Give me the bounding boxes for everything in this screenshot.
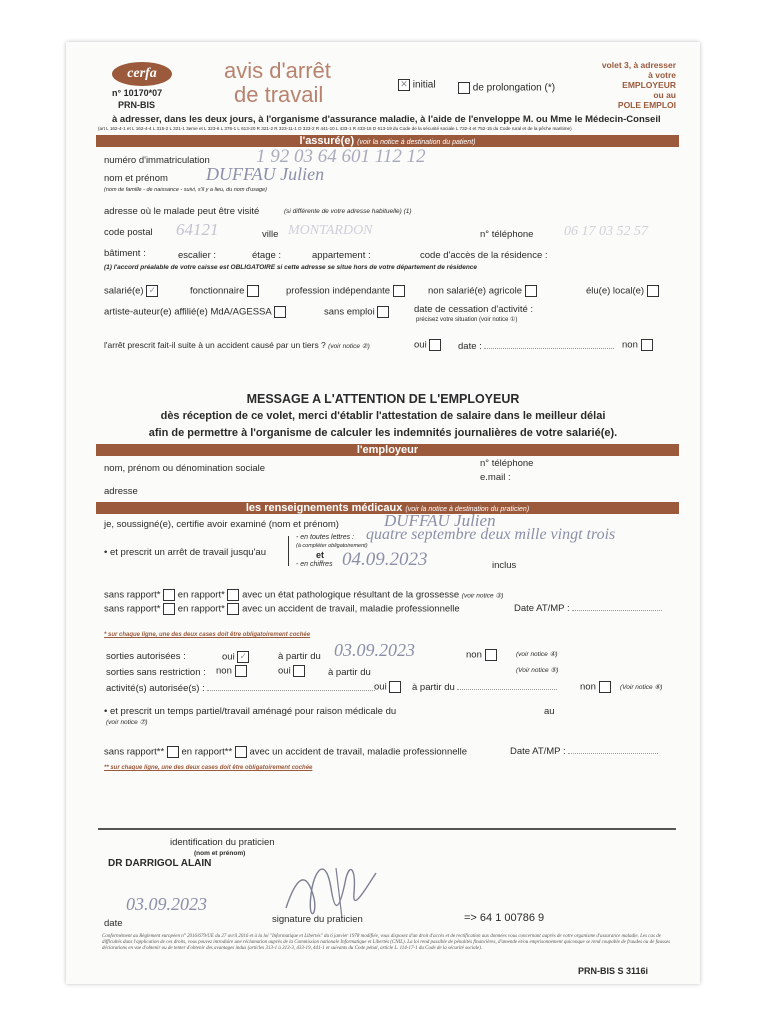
independant-option: profession indépendante bbox=[286, 285, 405, 297]
footer-code: PRN-BIS S 3116i bbox=[578, 966, 649, 976]
accord-note: (1) l'accord préalable de votre caisse est OBLIGATOIRE si cette adresse se situe hors de votre département de résidence bbox=[104, 264, 478, 271]
nom-prenom-note: (nom et prénom) bbox=[194, 850, 246, 857]
code-acces-label: code d'accès de la résidence : bbox=[420, 250, 548, 261]
tiers-oui-checkbox[interactable] bbox=[429, 339, 441, 351]
agricole-option: non salarié(e) agricole bbox=[428, 285, 537, 297]
artiste-checkbox[interactable] bbox=[274, 306, 286, 318]
sans-restriction-oui: oui bbox=[278, 665, 305, 677]
initial-option: ✕ initial bbox=[398, 79, 436, 91]
activites-non: non bbox=[580, 681, 611, 693]
grossesse-en-rapport-checkbox[interactable] bbox=[227, 589, 239, 601]
message-line1: dès réception de ce volet, merci d'établir l'attestation de salaire dans le meilleur délai bbox=[160, 410, 606, 422]
tiers-date: date : bbox=[458, 341, 614, 352]
au-label: au bbox=[544, 706, 555, 717]
message-title: MESSAGE A L'ATTENTION DE L'EMPLOYEUR bbox=[246, 392, 520, 406]
sorties-non-checkbox[interactable] bbox=[485, 649, 497, 661]
appartement-label: appartement : bbox=[312, 250, 371, 261]
legal-refs: (art L 162-4-1 et L 162-4-4 L 315-2 L 321-1 3eme et L 323-6 L 376-1 L 613-20 R 321-2 R 323-11-1 D 323-2 R 441-10 L 433-1 R 433-15 D 613-19 du Code de la sécurité sociale L 732-4 et 752-15 du Code rural et de la pêche maritime) bbox=[98, 126, 572, 131]
chiffres-value[interactable]: 04.09.2023 bbox=[342, 549, 428, 570]
name-value[interactable]: DUFFAU Julien bbox=[206, 164, 325, 184]
cochee-note: * sur chaque ligne, une des deux cases doit être obligatoirement cochée bbox=[104, 632, 311, 638]
lettres-value[interactable]: quatre septembre deux mille vingt trois bbox=[366, 526, 616, 543]
praticien-divider bbox=[98, 828, 676, 830]
footer-legal: Conformément au Règlement européen n° 2016/679/UE du 27 avril 2016 et à la loi "Informatique et Libertés" du 6 janvier 1978 modifiée, vous disposez d'un droit d'accès et de rectification aux données vous concernant auprès de votre organisme d'assurance maladie. Les cas de difficultés dans l'application de ces droits, vous pouvez introduire une réclamation auprès de la Commission nationale Informatique et Libertés (CNIL). La loi rend passible de pénalités financières, d'amende et/ou emprisonnement quiconque se rend coupable de fraudes ou de fausses déclarations en vue d'obtenir ou de tenter d'obtenir des avantages indus (articles 313-1 à 313-3, 433-19, 441-1 et suivants du Code pénal, article L. 114-17-1 du Code de la sécurité sociale). bbox=[102, 934, 671, 952]
sorties-oui-checkbox[interactable]: ✓ bbox=[237, 651, 249, 663]
employeur-section-bar: l'employeur bbox=[96, 444, 679, 456]
accident2-en-rapport-checkbox[interactable] bbox=[235, 746, 247, 758]
accident-sans-rapport-checkbox[interactable] bbox=[163, 603, 175, 615]
salarie-option: salarié(e) ✓ bbox=[104, 285, 158, 297]
sans-restriction-non-checkbox[interactable] bbox=[235, 665, 247, 677]
activites-oui: oui bbox=[374, 681, 401, 693]
independant-checkbox[interactable] bbox=[393, 285, 405, 297]
employeur-name-label: nom, prénom ou dénomination sociale bbox=[104, 463, 266, 474]
activites-oui-checkbox[interactable] bbox=[389, 681, 401, 693]
ville-value[interactable]: MONTARDON bbox=[288, 223, 373, 238]
cessation-note: précisez votre situation (voir notice ①) bbox=[416, 317, 518, 323]
tiers-oui: oui bbox=[414, 339, 441, 351]
elu-option: élu(e) local(e) bbox=[586, 285, 659, 297]
activites-partir: à partir du bbox=[412, 682, 557, 693]
lettres-label: - en toutes lettres : bbox=[296, 534, 354, 541]
postal-value[interactable]: 64121 bbox=[176, 220, 219, 239]
phone-label: n° téléphone bbox=[480, 229, 534, 240]
notice6: (Voir notice ⑥) bbox=[620, 684, 663, 691]
tiers-non: non bbox=[622, 339, 653, 351]
date-value[interactable]: 03.09.2023 bbox=[126, 894, 207, 914]
activites-non-checkbox[interactable] bbox=[599, 681, 611, 693]
fonctionnaire-option: fonctionnaire bbox=[190, 285, 259, 297]
prolongation-checkbox[interactable] bbox=[458, 82, 470, 94]
name-label: nom et prénom bbox=[104, 173, 168, 184]
immat-value[interactable]: 1 92 03 64 601 112 12 bbox=[256, 146, 426, 167]
sans-emploi-option: sans emploi bbox=[324, 306, 389, 318]
cessation-label: date de cessation d'activité : bbox=[414, 304, 534, 315]
instruction-line: à adresser, dans les deux jours, à l'organisme d'assurance maladie, à l'aide de l'enveloppe M. ou Mme le Médecin-Conseil bbox=[112, 114, 661, 125]
grossesse-row: sans rapport* en rapport* avec un état pathologique résultant de la grossesse (voir notice ③) bbox=[104, 589, 504, 601]
temps-partiel-label: • et prescrit un temps partiel/travail aménagé pour raison médicale du bbox=[104, 706, 397, 717]
accident-row: sans rapport* en rapport* avec un accident de travail, maladie professionnelle bbox=[104, 603, 460, 615]
immat-label: numéro d'immatriculation bbox=[104, 155, 210, 166]
accident2-row: sans rapport** en rapport** avec un accident de travail, maladie professionnelle bbox=[104, 746, 468, 758]
sans-restriction-oui-checkbox[interactable] bbox=[293, 665, 305, 677]
sorties-date[interactable]: 03.09.2023 bbox=[334, 640, 415, 660]
ville-label: ville bbox=[262, 229, 279, 240]
form-page bbox=[66, 42, 700, 984]
sorties-oui: oui ✓ bbox=[222, 651, 249, 663]
form-title-line1: avis d'arrêt bbox=[224, 58, 331, 83]
escalier-label: escalier : bbox=[178, 250, 217, 261]
sorties-partir-label: à partir du bbox=[278, 651, 321, 662]
sorties-non: non bbox=[466, 649, 497, 661]
inclus-label: inclus bbox=[492, 560, 517, 571]
employeur-email-label: e.mail : bbox=[480, 472, 511, 483]
date-atmp2-label: Date AT/MP : bbox=[510, 746, 658, 757]
artiste-option: artiste-auteur(e) affilié(e) MdA/AGESSA bbox=[104, 306, 286, 318]
employeur-phone-label: n° téléphone bbox=[480, 458, 534, 469]
address-label: adresse où le malade peut être visité bbox=[104, 206, 260, 217]
notice7: (voir notice ⑦) bbox=[106, 719, 148, 726]
form-code: PRN-BIS bbox=[118, 100, 156, 110]
doctor-name: DR DARRIGOL ALAIN bbox=[108, 858, 212, 869]
sans-emploi-checkbox[interactable] bbox=[377, 306, 389, 318]
accident-en-rapport-checkbox[interactable] bbox=[227, 603, 239, 615]
tiers-non-checkbox[interactable] bbox=[641, 339, 653, 351]
agricole-checkbox[interactable] bbox=[525, 285, 537, 297]
salarie-checkbox[interactable]: ✓ bbox=[146, 285, 158, 297]
form-title-line2: de travail bbox=[234, 82, 324, 107]
activites-label: activité(s) autorisée(s) : bbox=[106, 683, 375, 694]
name-note: (nom de famille - de naissance - suivi, s'il y a lieu, du nom d'usage) bbox=[104, 187, 267, 193]
prolongation-option: de prolongation (*) bbox=[458, 82, 555, 94]
lettres-note: (à compléter obligatoirement) bbox=[296, 543, 368, 549]
accident2-sans-rapport-checkbox[interactable] bbox=[167, 746, 179, 758]
signature-label: signature du praticien bbox=[272, 914, 363, 925]
et-label: et bbox=[316, 550, 325, 560]
sans-restriction-partir: à partir du bbox=[328, 667, 371, 678]
volet-note: volet 3, à adresser à votre EMPLOYEUR ou au POLE EMPLOI bbox=[601, 60, 676, 110]
rpps-number: => 64 1 00786 9 bbox=[464, 912, 545, 924]
grossesse-sans-rapport-checkbox[interactable] bbox=[163, 589, 175, 601]
etage-label: étage : bbox=[252, 250, 282, 261]
certifie-label: je, soussigné(e), certifie avoir examiné (nom et prénom) bbox=[104, 519, 339, 530]
message-line2: afin de permettre à l'organisme de calculer les indemnités journalières de votre salarié(e). bbox=[148, 427, 618, 439]
cerfa-logo: cerfa bbox=[112, 62, 172, 86]
notice4: (voir notice ④) bbox=[516, 651, 558, 658]
cochee-note2: ** sur chaque ligne, une des deux cases doit être obligatoirement cochée bbox=[104, 765, 313, 771]
arret-bracket bbox=[288, 536, 293, 566]
batiment-label: bâtiment : bbox=[104, 248, 146, 259]
chiffres-label: - en chiffres bbox=[296, 561, 333, 568]
sans-restriction-non: non bbox=[216, 665, 247, 677]
address-note: (si différente de votre adresse habituelle) (1) bbox=[284, 208, 412, 215]
identification-label: identification du praticien bbox=[170, 837, 275, 848]
initial-checkbox[interactable]: ✕ bbox=[398, 79, 410, 91]
cerfa-number: n° 10170*07 bbox=[112, 88, 163, 98]
postal-label: code postal bbox=[104, 227, 153, 238]
sans-restriction-label: sorties sans restriction : bbox=[106, 667, 206, 678]
date-label: date bbox=[104, 918, 123, 929]
assure-section-bar: l'assuré(e) (voir la notice à destination du patient) bbox=[96, 135, 679, 147]
employeur-address-label: adresse bbox=[104, 486, 138, 497]
notice5: (Voir notice ⑤) bbox=[516, 667, 559, 674]
phone-value[interactable]: 06 17 03 52 57 bbox=[564, 224, 648, 239]
date-atmp-label: Date AT/MP : bbox=[514, 603, 662, 614]
certifie-value[interactable]: DUFFAU Julien bbox=[384, 511, 496, 530]
medical-section-bar: les renseignements médicaux (voir la notice à destination du praticien) bbox=[96, 502, 679, 514]
arret-label: • et prescrit un arrêt de travail jusqu'au bbox=[104, 547, 266, 558]
fonctionnaire-checkbox[interactable] bbox=[247, 285, 259, 297]
sorties-label: sorties autorisées : bbox=[106, 651, 186, 662]
tiers-question: l'arrêt prescrit fait-il suite à un accident causé par un tiers ? (voir notice ②) bbox=[104, 340, 370, 350]
elu-checkbox[interactable] bbox=[647, 285, 659, 297]
